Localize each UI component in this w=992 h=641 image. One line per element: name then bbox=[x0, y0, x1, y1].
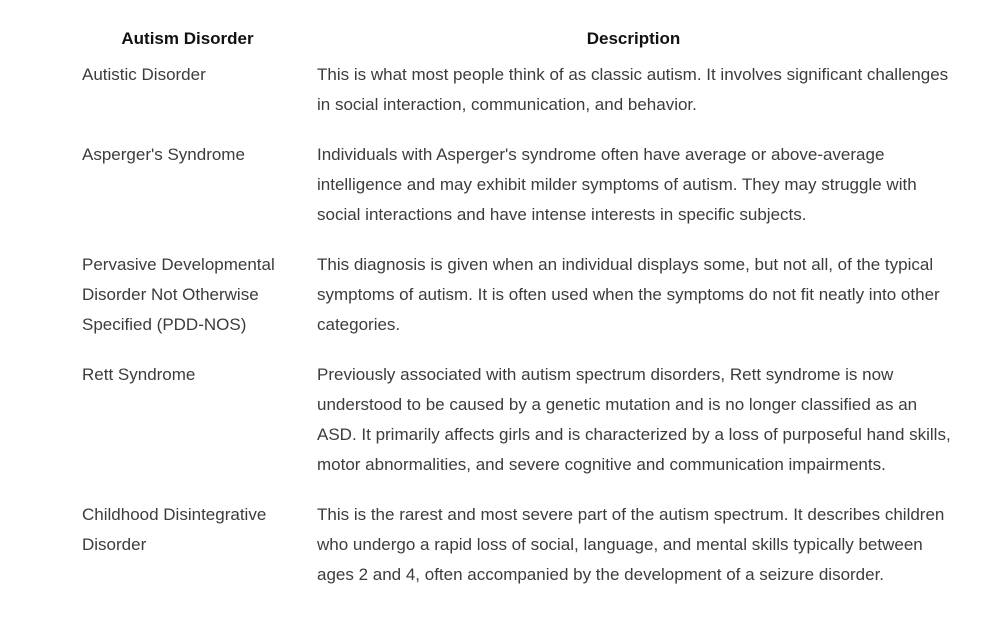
table-row bbox=[70, 360, 962, 500]
disorder-name: Asperger's Syndrome bbox=[82, 145, 245, 164]
disorder-name: Rett Syndrome bbox=[82, 365, 196, 384]
header-autism-disorder: Autism Disorder bbox=[121, 29, 254, 48]
disorder-description: This is what most people think of as classic autism. It involves significant challenges in social interaction, communication, and behavior. bbox=[317, 65, 949, 114]
table-row bbox=[70, 250, 962, 360]
table-header-row bbox=[70, 16, 962, 60]
disorder-name: Childhood Disintegrative Disorder bbox=[82, 505, 267, 554]
header-description: Description bbox=[586, 29, 681, 48]
autism-disorders-table bbox=[70, 16, 962, 610]
disorder-name: Autistic Disorder bbox=[82, 65, 206, 84]
disorder-description: Individuals with Asperger's syndrome often have average or above-average intelligence and may exhibit milder symptoms of autism. They may struggle with social interactions and have intense interests in specific subjects. bbox=[317, 145, 917, 224]
disorder-name: Pervasive Developmental Disorder Not Otherwise Specified (PDD-NOS) bbox=[82, 255, 275, 334]
table-row bbox=[70, 60, 962, 140]
disorder-description: This is the rarest and most severe part of the autism spectrum. It describes children who undergo a rapid loss of social, language, and mental skills typically between ages 2 and 4, often accompanied by the development of a seizure disorder. bbox=[317, 505, 945, 584]
table-row bbox=[70, 140, 962, 250]
disorder-description: Previously associated with autism spectrum disorders, Rett syndrome is now understood to be caused by a genetic mutation and is no longer classified as an ASD. It primarily affects girls and is characterized by a loss of purposeful hand skills, motor abnormalities, and severe cognitive and communication impairments. bbox=[317, 365, 951, 474]
disorder-description: This diagnosis is given when an individual displays some, but not all, of the typical symptoms of autism. It is often used when the symptoms do not fit neatly into other categories. bbox=[317, 255, 940, 334]
table-row bbox=[70, 500, 962, 610]
